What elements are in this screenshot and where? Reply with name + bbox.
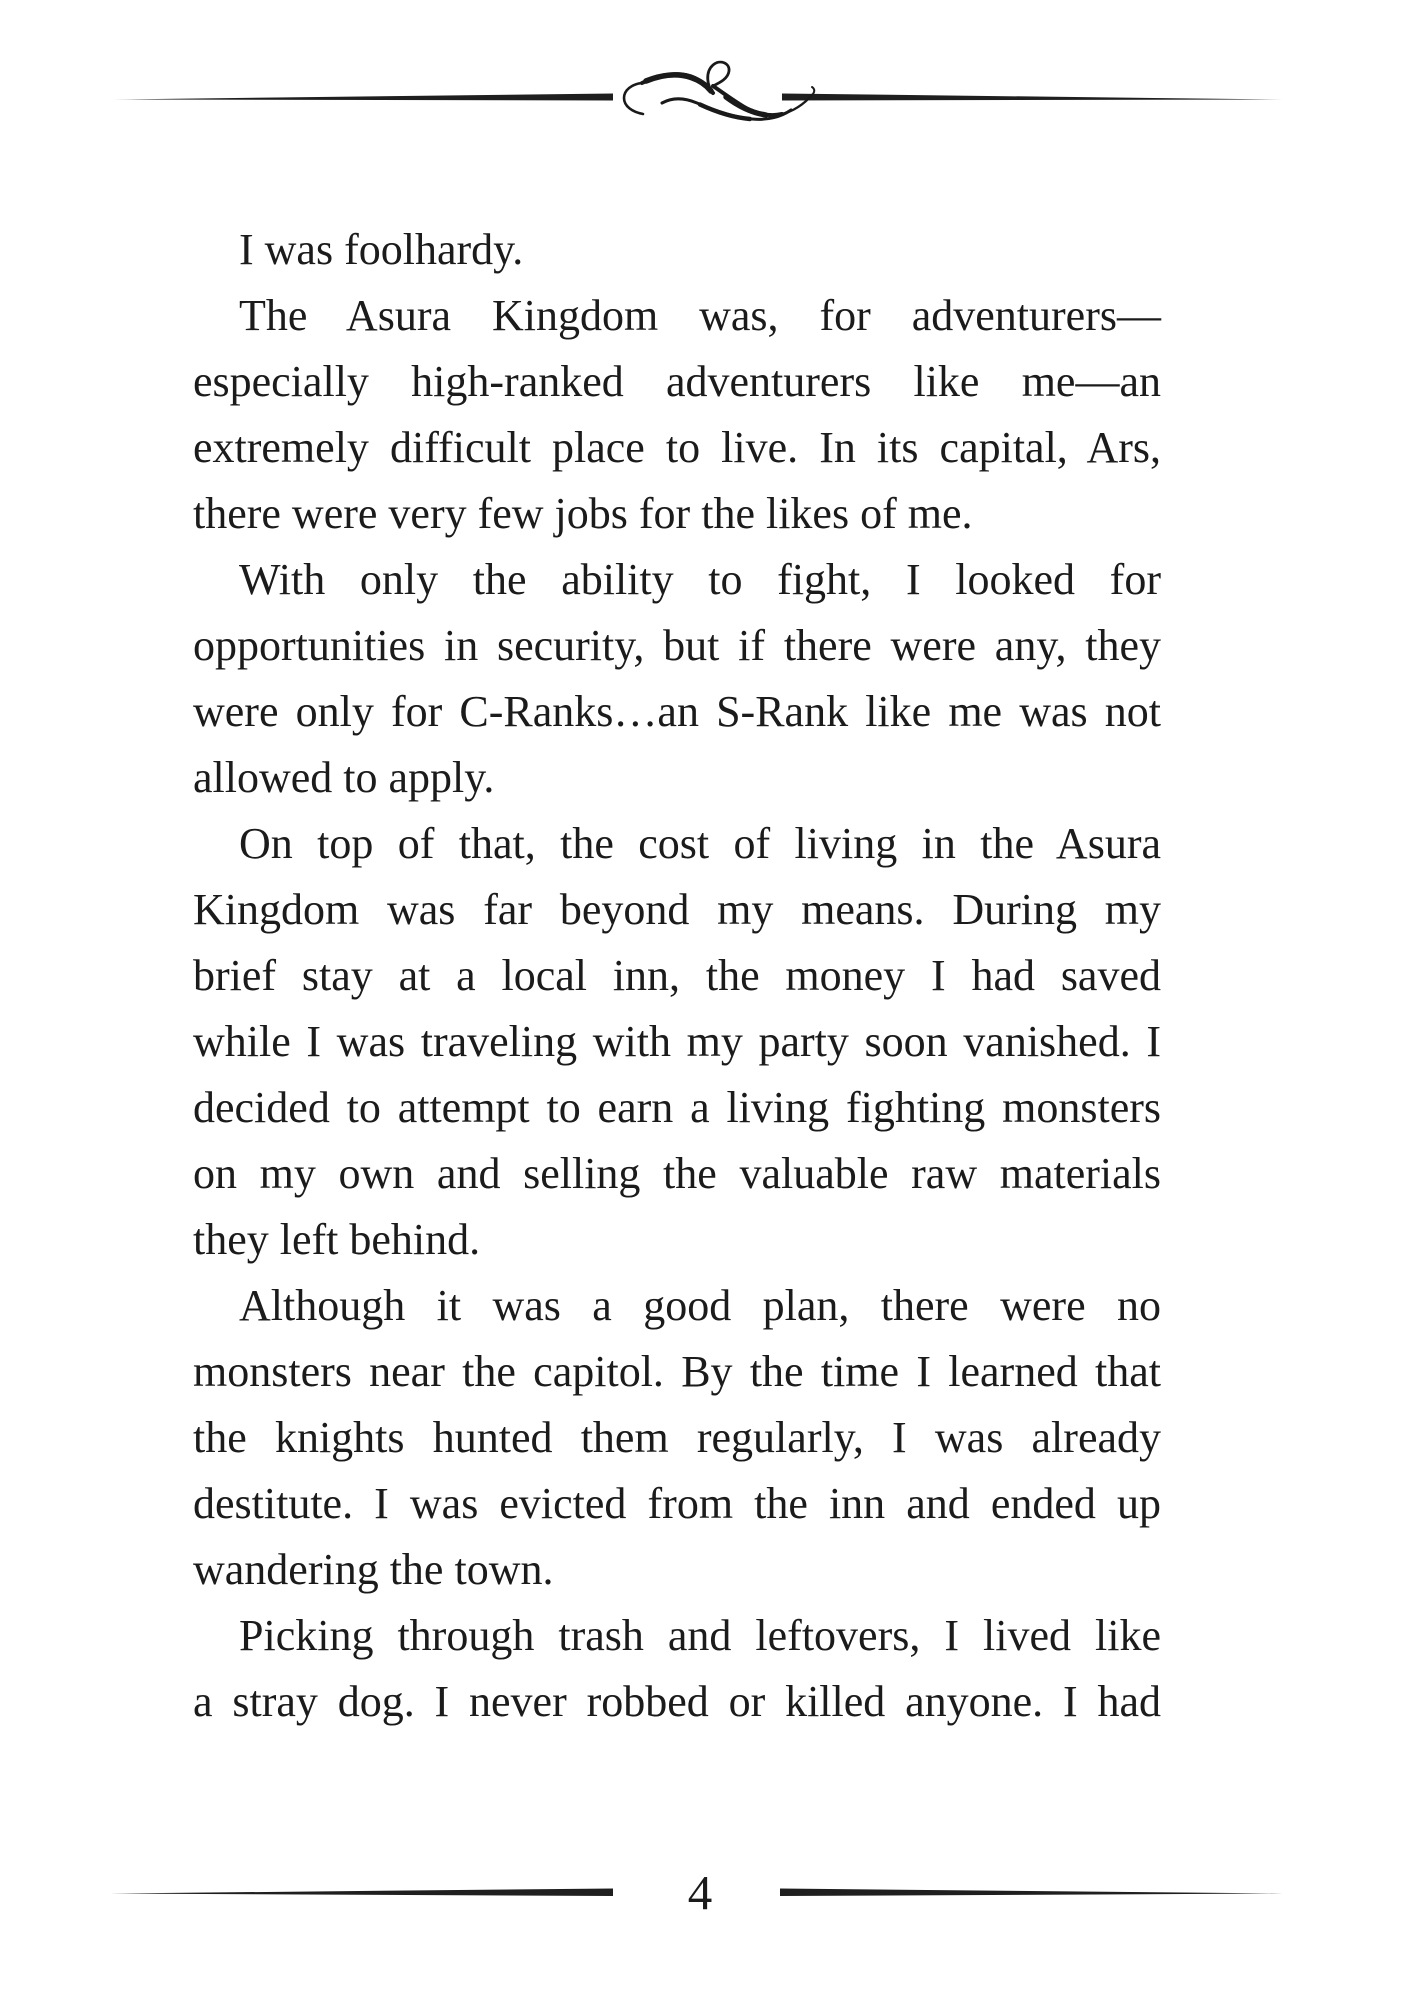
page-text <box>193 217 1161 1735</box>
text-line: decided to attempt to earn a living fighting monsters <box>193 1083 1161 1132</box>
text-line: I was foolhardy. <box>239 225 524 274</box>
text-line: there were very few jobs for the likes of me. <box>193 489 973 538</box>
text-line: Picking through trash and leftovers, I lived like <box>239 1611 1161 1660</box>
text-line: especially high-ranked adventurers like me—an <box>193 357 1161 406</box>
text-line: the knights hunted them regularly, I was already <box>193 1413 1161 1462</box>
text-line: they left behind. <box>193 1215 481 1264</box>
text-line: brief stay at a local inn, the money I had saved <box>193 951 1161 1000</box>
text-line: were only for C-Ranks…an S-Rank like me was not <box>193 687 1161 736</box>
page-number: 4 <box>687 1865 713 1920</box>
text-line: while I was traveling with my party soon vanished. I <box>193 1017 1161 1066</box>
text-line: opportunities in security, but if there were any, they <box>193 621 1161 670</box>
text-line: On top of that, the cost of living in the Asura <box>239 819 1161 868</box>
text-line: allowed to apply. <box>193 753 495 802</box>
text-line: Although it was a good plan, there were no <box>239 1281 1161 1330</box>
text-line: on my own and selling the valuable raw materials <box>193 1149 1161 1198</box>
text-line: wandering the town. <box>193 1545 554 1594</box>
text-line: destitute. I was evicted from the inn and ended up <box>193 1479 1161 1528</box>
text-line: Kingdom was far beyond my means. During my <box>193 885 1161 934</box>
text-line: The Asura Kingdom was, for adventurers— <box>239 291 1161 340</box>
text-line: a stray dog. I never robbed or killed anyone. I had <box>193 1677 1161 1726</box>
text-line: With only the ability to fight, I looked for <box>239 555 1161 604</box>
header-flourish-icon <box>610 56 825 140</box>
text-line: extremely difficult place to live. In its capital, Ars, <box>193 423 1161 472</box>
text-line: monsters near the capitol. By the time I learned that <box>193 1347 1161 1396</box>
